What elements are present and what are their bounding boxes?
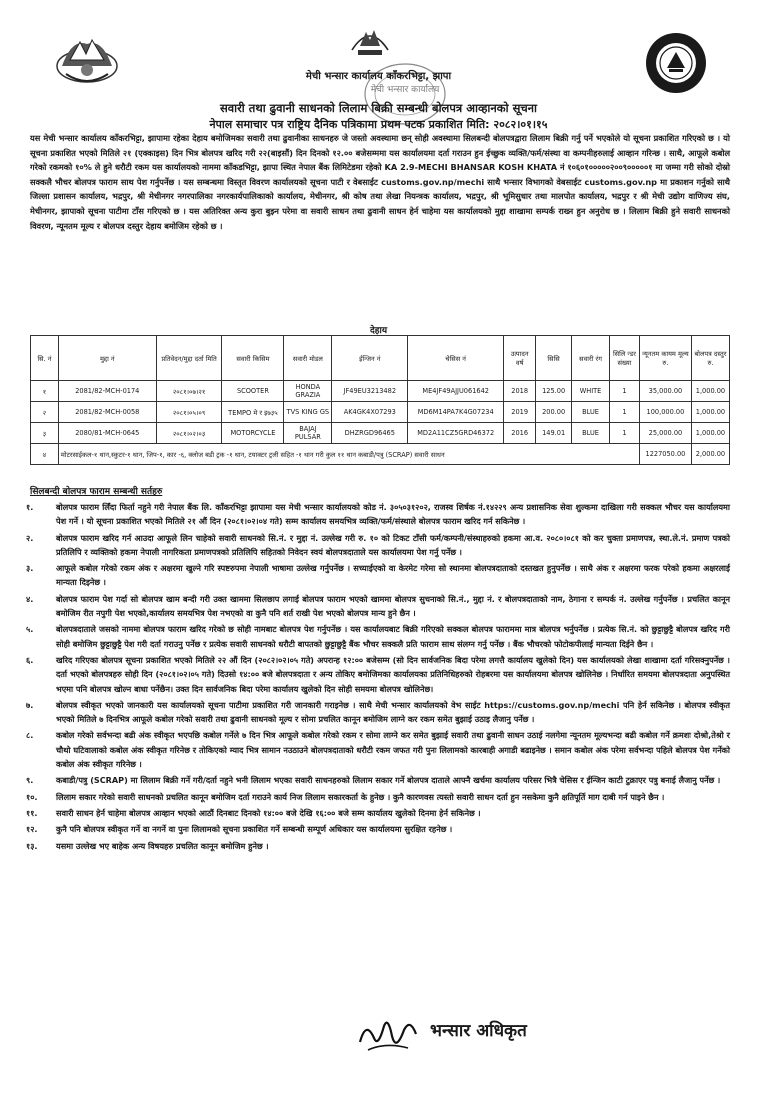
table-cell: 2,000.00 xyxy=(691,444,729,465)
list-item xyxy=(18,622,730,651)
table-cell: 1 xyxy=(610,381,640,402)
term-number: १०. xyxy=(26,791,38,802)
list-item xyxy=(18,806,730,820)
term-number: ११. xyxy=(26,807,38,818)
table-cell: 1,000.00 xyxy=(691,381,729,402)
table-cell: २०८१।०२।०३ xyxy=(156,423,222,444)
term-text: बोलपत्रदाताले जसको नाममा बोलपत्र फाराम खरिद गरेको छ सोही नामबाट बोलपत्र पेश गर्नुपर्नेछ । यस कार्यालयबाट बिक्री गरिएको सक्कल बोलपत्र फाराममा मात्र बोलपत्र भर्नुपर्नेछ । प्रत्येक सि.नं. को छुट्टाछुट्टै बोलपत्र खरिद गरी सोही बमोजिम छुट्टाछुट्टै पेश गरी दर्ता गराउनु पर्नेछ र प्रत्येक सवारी साधनको धरौटी बापतको छुट्टाछुट्टै बैंक भौचर सक्कलै प्रति फाराम साथ संलग्न गर्नु पर्नेछ । बैंक भौचरको फोटोकपीलाई मान्यता दिईने छैन । xyxy=(56,624,730,649)
table-cell: ME4JF49AJJU061642 xyxy=(408,381,504,402)
term-number: १२. xyxy=(26,824,38,835)
table-cell: HONDA GRAZIA xyxy=(284,381,332,402)
table-row-scrap xyxy=(31,444,730,465)
list-item xyxy=(18,728,730,771)
term-text: लिलाम सकार गरेको सवारी साधनको प्रचलित कानून बमोजिम दर्ता गराउने कार्य निज लिलाम सकारकर्ता के हुनेछ । कुनै कारणवस त्यस्तो सवारी साधन दर्ता हुन नसकेमा कुनै क्षतिपूर्ति माग दाबी गर्न पाइने छैन । xyxy=(56,791,665,802)
table-label: देहाय xyxy=(369,326,388,336)
terms-list xyxy=(18,500,730,855)
list-item xyxy=(18,839,730,853)
table-cell: 1 xyxy=(610,402,640,423)
term-number: ९. xyxy=(26,775,34,786)
column-header: बोलपत्र दस्तुर रु. xyxy=(691,336,729,381)
list-item xyxy=(18,592,730,621)
table-cell: 1,000.00 xyxy=(691,402,729,423)
term-text: कबाडी/पत्रु (SCRAP) मा लिलाम बिक्री गर्ने गरी/दर्ता नहुने भनी लिलाम भएका सवारी साधनहरुको लिलाम सकार गर्ने बोलपत्र दाताले आफ्नै खर्चमा कार्यालय परिसर भित्रै चेसिस र ईन्जिन काटी टुक्राएर पत्रु बनाई लैजानु पर्नेछ । xyxy=(56,775,721,786)
table-cell: 2080/81-MCH-0645 xyxy=(58,423,156,444)
table-cell: 200.00 xyxy=(536,402,572,423)
column-header: सवारी रंग xyxy=(572,336,610,381)
column-header: ईन्जिन नं xyxy=(332,336,408,381)
table-cell: 2081/82-MCH-0058 xyxy=(58,402,156,423)
list-item xyxy=(18,653,730,696)
table-cell: BLUE xyxy=(572,402,610,423)
term-text: कुनै पनि बोलपत्र स्वीकृत गर्ने वा नगर्ने वा पुनः लिलामको सूचना प्रकाशित गर्ने सम्बन्धी सम्पूर्ण अधिकार यस कार्यालयमा सुरक्षित रहनेछ । xyxy=(56,824,453,835)
table-cell: MD6M14PA7K4G07234 xyxy=(408,402,504,423)
term-number: ५. xyxy=(26,624,34,635)
table-cell: 25,000.00 xyxy=(639,423,691,444)
column-header: उत्पादन वर्ष xyxy=(504,336,536,381)
column-header: न्यूनतम कायम मूल्य रु. xyxy=(639,336,691,381)
customs-department-logo xyxy=(645,32,707,94)
term-number: ४. xyxy=(26,593,34,604)
table-cell: BLUE xyxy=(572,423,610,444)
term-text: बोलपत्र फाराम पेश गर्दा सो बोलपत्र खाम बन्दी गरी उक्त खाममा सिलछाप लगाई बोलपत्र फाराम भएको खाममा बोलपत्र सुचनाको सि.नं., मुद्दा नं. र बोलपत्रदाताको नाम, ठेगाना र सम्पर्क नं. उल्लेख गर्नुपर्नेछ । प्रचलित कानून बमोजिम रीत नपुगी पेश भएको,कार्यालय समयभित्र पेश नभएको वा कुनै पनि शर्त राखी पेश भएको बोलपत्र मान्य हुने छैन । xyxy=(56,593,730,619)
scrap-description: मोटरसाईकल-१ थान,स्कुटर-१ थान, जिप-१, कार -६, क्लोज बडी ट्रक -१ थान, टयाक्टर ट्रली सहित -१ थान गरी कुल ११ थान कबाडी/पत्रु (SCRAP) सवारी साधन xyxy=(58,444,639,465)
term-number: २. xyxy=(26,532,34,543)
table-cell: TVS KING GS xyxy=(284,402,332,423)
table-cell: 2018 xyxy=(504,381,536,402)
table-cell: २०८१।०७।२१ xyxy=(156,381,222,402)
table-row xyxy=(31,381,730,402)
table-row xyxy=(31,423,730,444)
term-number: ८. xyxy=(26,730,34,741)
table-cell: MD2A11CZ5GRD46372 xyxy=(408,423,504,444)
list-item xyxy=(18,698,730,727)
notice-subtitle: नेपाल समाचार पत्र राष्ट्रिय दैनिक पत्रिकामा प्रथम पटक प्रकाशित मिति: २०८२।०१।१५ xyxy=(209,118,548,131)
handwritten-signature xyxy=(356,1012,426,1058)
table-cell: 2016 xyxy=(504,423,536,444)
table-cell: BAJAJ PULSAR xyxy=(284,423,332,444)
table-cell: १ xyxy=(31,381,59,402)
column-header: सवारी किसिम xyxy=(222,336,284,381)
table-cell: SCOOTER xyxy=(222,381,284,402)
term-text: यसमा उल्लेख भए बाहेक अन्य विषयहरु प्रचलित कानून बमोजिम हुनेछ । xyxy=(56,840,269,851)
list-item xyxy=(18,500,730,529)
table-cell: JF49EU3213482 xyxy=(332,381,408,402)
term-text: आफूले कबोल गरेको रकम अंक र अक्षरमा खुल्ने गरि स्पष्टरुपमा नेपाली भाषामा उल्लेख गर्नुपर्नेछ । सच्याईएको वा केरमेट गरेमा सो स्थानमा बोलपत्रदाताको दस्तखत हुनुपर्नेछ । साथै अंक र अक्षरमा फरक परेको हकमा अक्षरलाई मान्यता दिइनेछ । xyxy=(56,563,730,588)
table-cell: 1 xyxy=(610,423,640,444)
table-cell: 125.00 xyxy=(536,381,572,402)
term-number: ६. xyxy=(26,654,34,665)
term-text: सवारी साधन हेर्न चाहेमा बोलपत्र आव्हान भएको आठौं दिनबाट दिनको १४:०० बजे देखि १६:०० बजे सम्म कार्यालय खुलेको दिनमा हेर्न सकिनेछ । xyxy=(56,807,481,818)
government-emblem-icon xyxy=(346,20,394,60)
table-cell: 1227050.00 xyxy=(639,444,691,465)
column-header: सिसि xyxy=(536,336,572,381)
table-cell: 1,000.00 xyxy=(691,423,729,444)
term-number: ३. xyxy=(26,563,34,574)
term-number: १३. xyxy=(26,840,38,851)
signatory-title: भन्सार अधिकृत xyxy=(430,1021,527,1041)
table-cell: 100,000.00 xyxy=(639,402,691,423)
list-item xyxy=(18,561,730,590)
table-cell: WHITE xyxy=(572,381,610,402)
column-header: सि. नं xyxy=(31,336,59,381)
table-cell: ४ xyxy=(31,444,59,465)
term-number: ७. xyxy=(26,699,34,710)
list-item xyxy=(18,822,730,836)
table-cell: ३ xyxy=(31,423,59,444)
term-text: बोलपत्र फाराम खरिद गर्न आउदा आफूले लिन चाहेको सवारी साधनको सि.नं. र मुद्दा नं. उल्लेख गरी रु. १० को टिकट टाँसी फर्म/कम्पनी/संस्थाहरुको हकमा आ.व. २०८०।०८१ को कर चुक्ता प्रमाणपत्र, स्था.ले.नं. प्रमाण पत्रको प्रतिलिपि र व्यक्तिको हकमा नेपाली नागरिकता प्रमाणपत्रको प्रतिलिपि सहितको निवेदन स्वयं बोलपत्रदाताले यस कार्यालयमा पेश गर्नु पर्नेछ । xyxy=(56,532,730,557)
table-cell: 149.01 xyxy=(536,423,572,444)
notice-title: सवारी तथा ढुवानी साधनको लिलाम बिक्री सम्बन्धी बोलपत्र आव्हानको सूचना xyxy=(219,101,538,115)
term-text: कबोल गरेको सर्वभन्दा बढी अंक स्वीकृत भएपछि कबोल गर्नेले ७ दिन भित्र आफूले कबोल गरेको रकम र सोमा लाग्ने कर समेत बुझाई सवारी तथा ढुवानी साधन उठाई नलगेमा न्यूनतम मूल्यभन्दा बढी कबोल गर्ने क्रमशः दोश्रो,तेश्रो र चौथो घटिवालाको कबोल अंक स्वीकृत गरिनेछ र तोकिएको म्याद भित्र सामान नउठाउने बोलपत्रदाताको धरौटी रकम जफत गरी पुनः लिलामको कारबाही अगाडी बढाइनेछ । समान कबोल अंक परेमा सर्वभन्दा पहिले बोलपत्र पेश गर्नेको कबोल अंक स्वीकृत गरिनेछ । xyxy=(56,730,730,770)
column-header: सवारी मोडल xyxy=(284,336,332,381)
table-cell: २०८१।०५।०९ xyxy=(156,402,222,423)
term-text: खरिद गरिएका बोलपत्र सूचना प्रकाशित भएको मितिले २२ औं दिन (२०८२।०२।०५ गते) अपरान्ह १२:०० बजेसम्म (सो दिन सार्वजनिक बिदा परेमा लगत्तै कार्यालय खुलेको दिन) यस कार्यालयको लेखा शाखामा दर्ता गरिसक्नुपर्नेछ । दर्ता भएको बोलपत्रहरु सोही दिन (२०८१।०२।०५ गते) दिउसो १४:०० बजे बोलपत्रदाता र अन्य तोकिए बमोजिमका कार्यालयका प्रतिनिधिहरुको रोहबरमा यस कार्यालयमा बोलपत्र खोलिनेछ । निर्धारित समयमा बोलपत्रदाता अनुपस्थित भएमा पनि बोलपत्र खोल्न बाधा पर्नेछैन। उक्त दिन सार्वजनिक बिदा परेमा कार्यालय खुलेको दिन सोही समयमा बोलपत्र खोलिनेछ। xyxy=(56,654,730,694)
vehicle-table xyxy=(30,335,730,465)
table-cell: २ xyxy=(31,402,59,423)
intro-paragraph: यस मेची भन्सार कार्यालय काँकरभिट्टा, झापामा रहेका देहाय बमोजिमका सवारी तथा ढुवानीका साधनहरु जे जस्तो अवस्थामा छन् सोही अवस्थामा सिलबन्दी बोलपत्रद्वारा लिलाम बिक्री गर्नु पर्ने भएकोले यो सूचना प्रकाशित गरिएको छ । यो सूचना प्रकाशित भएको मितिले २१ (एक्काइस) दिन भित्र बोलपत्र खरिद गरी २२(बाइसौं) दिन दिनको १२.०० बजेसम्ममा यस कार्यालयमा दर्ता गराउन हुन ईच्छुक व्यक्ति/फर्म/संस्था वा कम्पनीहरुलाई आव्हान गरिन्छ । साथै, आफूले कबोल गरेको रकमको १०% ले हुने धरौटी रकम यस कार्यालयको नाममा काँकडभिट्टा, झापा स्थित नेपाल बैंक लिमिटेडमा रहेको KA 2.9-MECHI BHANSAR KOSH KHATA नं १०६०१०००००२००९०००००१ मा जम्मा गरी सोको दोस्रो सक्कलै भौचर बोलपत्र फाराम साथ पेश गर्नुपर्नेछ । यस सम्बन्धमा विस्तृत विवरण कार्यालयको सूचना पाटी र वेबसाईट customs.gov.np/mechi साथै भन्सार विभागको वेबसाईट customs.gov.np मा प्रकाशन गर्नुको साथै जिल्ला प्रशासन कार्यालय, भद्रपुर, श्री मेचीनगर नगरपालिका नगरकार्यपालिकाको कार्यालय, मेचीनगर, श्री कोष तथा लेखा नियन्त्रक कार्यालय, भद्रपुर, श्री भूमिसुधार तथा मालपोत कार्यालय, भद्रपुर र श्री मेची उद्योग वाणिज्य संघ, मेचीनगर, झापाको सूचना पाटीमा टाँस गरिएको छ । यस अतिरिक्त अन्य कुरा बुझ्न परेमा वा सवारी साधन तथा ढुवानी साधन हेर्न चाहेमा यस कार्यालयको मुद्दा शाखामा सम्पर्क राख्न हुन अनुरोध छ । लिलाम बिक्री हुने सवारी साधनको विवरण, न्यूनतम मूल्य र बोलपत्र दस्तुर देहाय बमोजिम रहेको छ । xyxy=(30,133,730,231)
list-item xyxy=(18,790,730,804)
term-number: १. xyxy=(26,502,34,512)
term-text: बोलपत्र स्वीकृत भएको जानकारी यस कार्यालयको सूचना पाटीमा प्रकाशित गरी जानकारी गराइनेछ । साथै मेची भन्सार कार्यालयको वेभ साईट https://customs.gov.np/mechi पनि हेर्न सकिनेछ । बोलपत्र स्वीकृत भएको मितिले ७ दिनभित्र आफूले कबोल गरेको सवारी तथा ढुवानी साधनको मूल्य र सोमा प्रचलित कानून बमोजिम लाग्ने कर रकम समेत बुझाई उठाइ लैजानु पर्नेछ । xyxy=(56,699,730,725)
table-row xyxy=(31,402,730,423)
table-cell: AK4GK4X07293 xyxy=(332,402,408,423)
table-cell: MOTORCYCLE xyxy=(222,423,284,444)
table-cell: DHZRGD96465 xyxy=(332,423,408,444)
table-cell: 2019 xyxy=(504,402,536,423)
column-header: प्रतिवेदन/मुद्दा दर्ता मिति xyxy=(156,336,222,381)
list-item xyxy=(18,531,730,560)
table-cell: 35,000.00 xyxy=(639,381,691,402)
column-header: मुद्दा नं xyxy=(58,336,156,381)
table-header-row xyxy=(31,336,730,381)
term-text: बोलपत्र फाराम लिँदा फिर्ता नहुने गरी नेपाल बैंक लि. काँकरभिट्टा झापामा यस मेची भन्सार कार्यालयको कोड नं. ३०५०३१२०२, राजस्व शिर्षक नं.१४२२९ अन्य प्रशासनिक सेवा शुल्कमा दाखिला गरी सक्कल भौचर यस कार्यालयमा पेश गर्ने । यो सूचना प्रकाशित भएको मितिले २१ औं दिन (२०८१।०२।०४ गते) सम्म कार्यालय समयभित्र व्यक्ति/फर्म/संस्थाले बोलपत्र फाराम खरिद गर्न सकिनेछ । xyxy=(56,502,730,527)
column-header: सिलि न्डर संख्या xyxy=(610,336,640,381)
office-name: मेची भन्सार कार्यालय काँकरभिट्टा, झापा xyxy=(305,71,452,82)
list-item xyxy=(18,773,730,787)
table-cell: TEMPO मे र इ७३५ xyxy=(222,402,284,423)
svg-text:मेची भन्सार कार्यालय: मेची भन्सार कार्यालय xyxy=(370,85,440,95)
table-cell: 2081/82-MCH-0174 xyxy=(58,381,156,402)
terms-heading: सिलबन्दी बोलपत्र फाराम सम्बन्धी सर्तहरु xyxy=(30,487,163,497)
column-header: चेसिस नं xyxy=(408,336,504,381)
